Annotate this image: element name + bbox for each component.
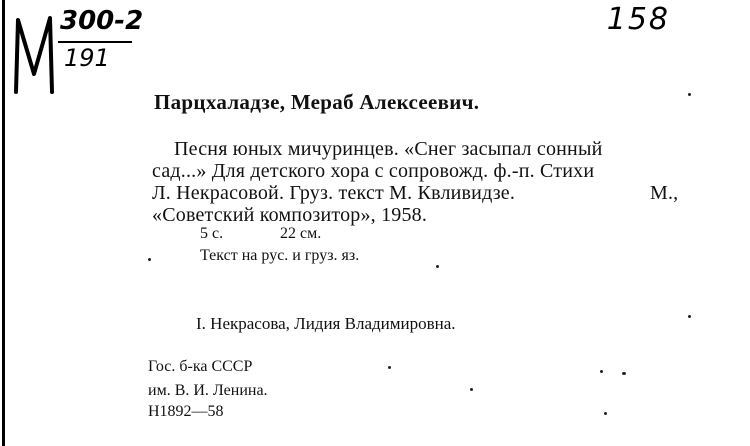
added-entry: I. Некрасова, Лидия Владимировна. [196, 314, 456, 333]
card-number: Н1892—58 [148, 403, 224, 420]
description-line-4: «Советский композитор», 1958. [152, 204, 428, 226]
speck [688, 315, 691, 318]
card-left-edge [2, 0, 5, 446]
description-line-3: Л. Некрасовой. Груз. текст М. Квливидзе. [152, 182, 516, 204]
corner-mark: 158 [606, 2, 670, 37]
author-heading: Парцхаладзе, Мераб Алексеевич. [154, 90, 480, 114]
speck [622, 372, 626, 375]
language-note: Текст на рус. и груз. яз. [200, 247, 360, 264]
call-number-bottom: 191 [64, 44, 110, 72]
handwritten-m-mark [10, 14, 58, 96]
speck [388, 366, 391, 369]
speck [470, 388, 473, 391]
speck [148, 258, 151, 261]
speck [436, 265, 439, 268]
collation-pages: 5 с. [200, 225, 224, 242]
description-line-1: Песня юных мичуринцев. «Снег засыпал сонный [174, 138, 603, 160]
speck [688, 93, 691, 96]
speck [600, 370, 603, 373]
speck [604, 412, 607, 415]
call-number-rule [58, 41, 132, 43]
collation-size: 22 см. [280, 225, 322, 242]
library-name-line-1: Гос. б-ка СССР [148, 358, 253, 375]
description-line-2: сад...» Для детского хора с сопровожд. ф.-п. Стихи [152, 160, 595, 182]
library-name-line-2: им. В. И. Ленина. [148, 382, 268, 399]
imprint-place: М., [650, 182, 679, 204]
call-number-top: 300-2 [60, 6, 144, 36]
